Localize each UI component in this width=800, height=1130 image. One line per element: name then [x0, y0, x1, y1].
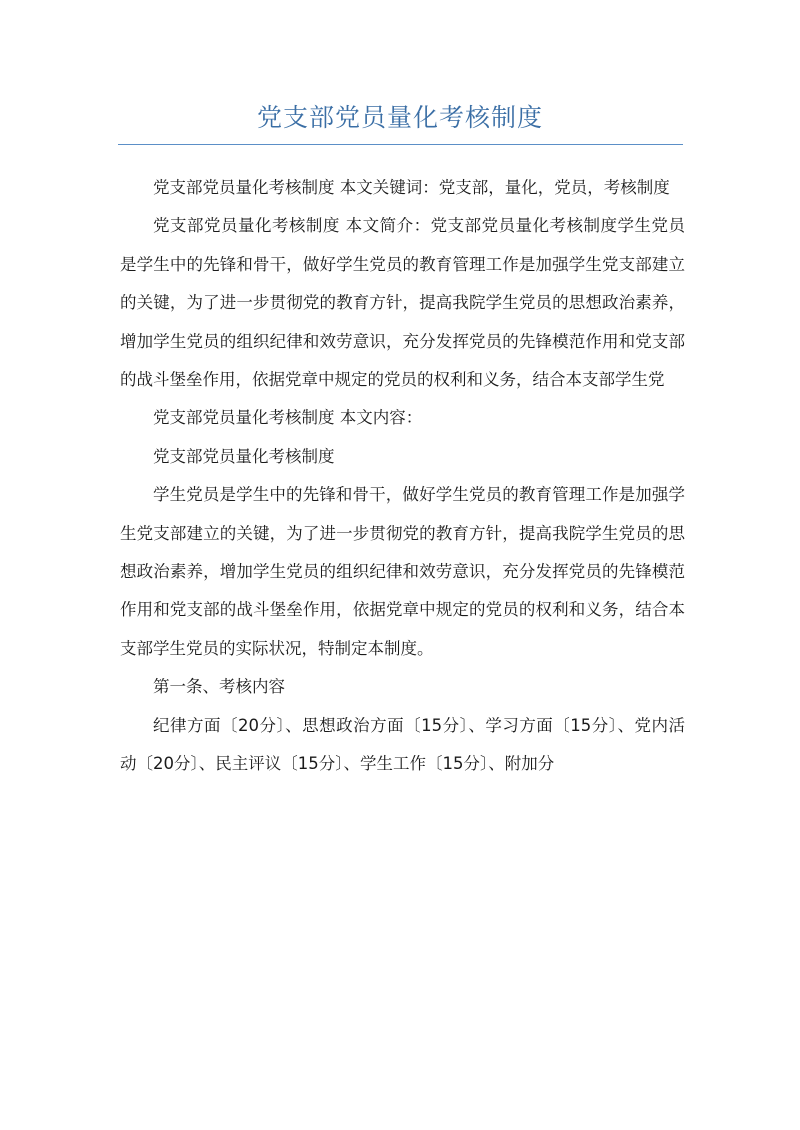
document-body — [120, 169, 685, 784]
paragraph-intro: 学生党员是学生中的先锋和骨干，做好学生党员的教育管理工作是加强学生党支部建立的关键，为了进一步贯彻党的教育方针，提高我院学生党员的思想政治素养，增加学生党员的组织纪律和效劳意识，充分发挥党员的先锋模范作用和党支部的战斗堡垒作用，依据党章中规定的党员的权利和义务，结合本支部学生党员的实际状况，特制定本制度。 — [120, 485, 685, 658]
paragraph-summary: 党支部党员量化考核制度 本文简介：党支部党员量化考核制度学生党员是学生中的先锋和骨干，做好学生党员的教育管理工作是加强学生党支部建立的关键，为了进一步贯彻党的教育方针，提高我院学生党员的思想政治素养，增加学生党员的组织纪律和效劳意识，充分发挥党员的先锋模范作用和党支部的战斗堡垒作用，依据党章中规定的党员的权利和义务，结合本支部学生党 — [120, 216, 685, 390]
paragraph-keywords: 党支部党员量化考核制度 本文关键词：党支部，量化，党员，考核制度 — [153, 178, 670, 197]
paragraph-section-heading: 党支部党员量化考核制度 — [153, 446, 335, 466]
title-divider — [118, 144, 683, 145]
document-title: 党支部党员量化考核制度 — [256, 103, 543, 132]
paragraph-content-label: 党支部党员量化考核制度 本文内容： — [153, 408, 423, 428]
paragraph-assessment-items: 纪律方面〔20分〕、思想政治方面〔15分〕、学习方面〔15分〕、党内活动〔20分〕、民主评议〔15分〕、学生工作〔15分〕、附加分 — [120, 715, 685, 774]
paragraph-article-one-heading: 第一条、考核内容 — [153, 677, 285, 697]
